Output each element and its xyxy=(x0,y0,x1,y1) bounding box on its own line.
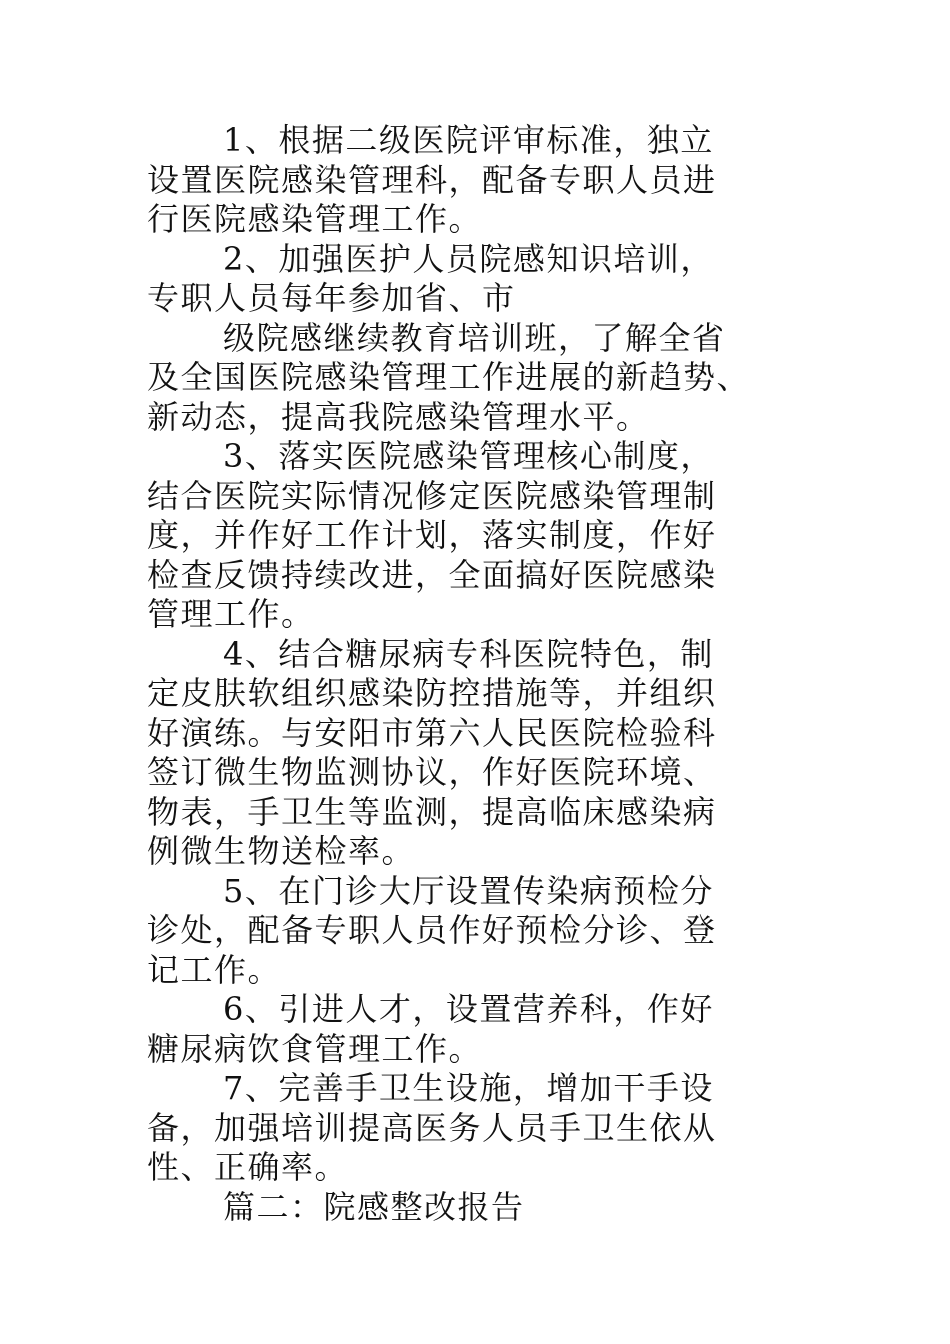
text-line: 及全国医院感染管理工作进展的新趋势、 xyxy=(147,358,751,396)
text-line: 糖尿病饮食管理工作。 xyxy=(147,1029,483,1068)
text-line: 2、加强医护人员院感知识培训， xyxy=(223,239,714,278)
text-line: 4、结合糖尿病专科医院特色，制 xyxy=(223,634,714,673)
text-line: 备，加强培训提高医务人员手卫生依从 xyxy=(147,1108,717,1147)
text-line: 级院感继续教育培训班，了解全省 xyxy=(223,318,726,357)
text-line: 好演练。与安阳市第六人民医院检验科 xyxy=(147,713,717,752)
text-line: 3、落实医院感染管理核心制度， xyxy=(223,437,714,475)
text-line: 记工作。 xyxy=(147,950,282,989)
document-body xyxy=(147,121,827,1227)
text-line: 定皮肤软组织感染防控措施等，并组织 xyxy=(147,674,717,712)
text-line: 结合医院实际情况修定医院感染管理制 xyxy=(147,476,717,515)
text-line: 管理工作。 xyxy=(147,595,315,633)
text-line: 诊处，配备专职人员作好预检分诊、登 xyxy=(147,911,717,949)
text-line: 5、在门诊大厅设置传染病预检分 xyxy=(223,871,714,910)
text-line: 新动态，提高我院感染管理水平。 xyxy=(147,397,650,436)
text-line: 行医院感染管理工作。 xyxy=(147,200,483,238)
text-line: 签订微生物监测协议，作好医院环境、 xyxy=(147,753,717,791)
text-line: 物表，手卫生等监测，提高临床感染病 xyxy=(147,792,717,831)
text-line: 专职人员每年参加省、市 xyxy=(147,279,516,317)
text-line: 度，并作好工作计划，落实制度，作好 xyxy=(147,516,717,554)
text-line: 7、完善手卫生设施，增加干手设 xyxy=(223,1069,714,1107)
text-line: 例微生物送检率。 xyxy=(147,832,416,870)
text-line: 设置医院感染管理科，配备专职人员进 xyxy=(147,160,717,199)
section-heading: 篇二：院感整改报告 xyxy=(223,1187,525,1226)
text-line: 1、根据二级医院评审标准，独立 xyxy=(223,121,714,159)
text-line: 性、正确率。 xyxy=(147,1148,349,1186)
text-line: 检查反馈持续改进，全面搞好医院感染 xyxy=(147,555,717,594)
text-line: 6、引进人才，设置营养科，作好 xyxy=(223,990,714,1028)
